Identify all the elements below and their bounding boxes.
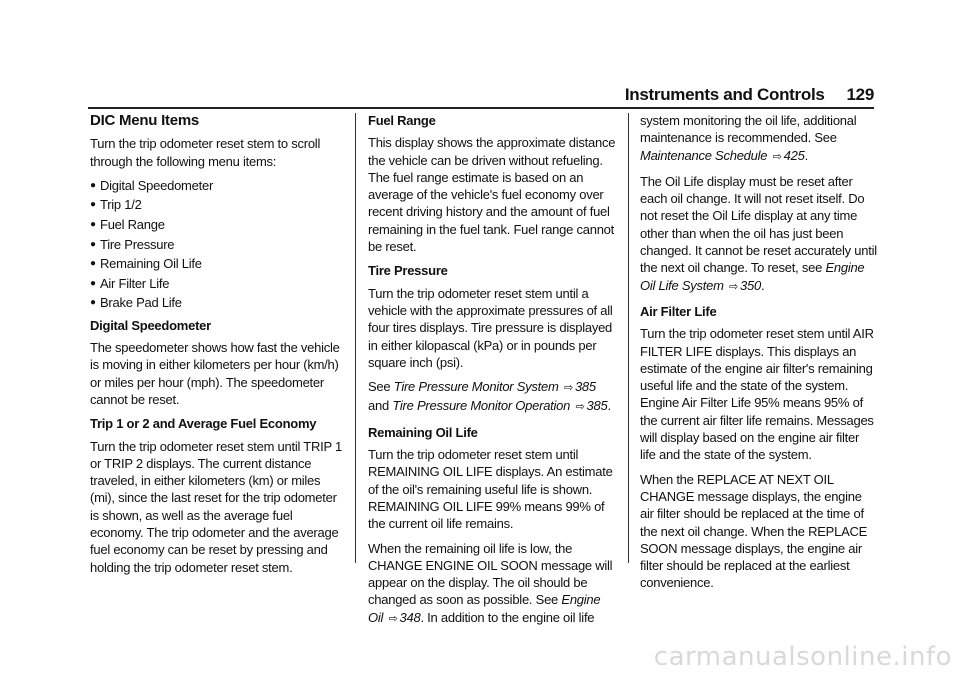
- column-2: [368, 112, 618, 635]
- list-item: ● Tire Pressure: [90, 236, 175, 252]
- bullet-icon: ●: [90, 199, 96, 211]
- ref-tire-pressure-monitor-operation[interactable]: Tire Pressure Monitor Operation: [392, 398, 571, 414]
- oil-life-reset-text: The Oil Life display must be reset after each oil change. It will not reset itself. Do not reset the Oil Life display at any time other than when the oil has just been changed. It cannot be reset accurately until the next oil change. To reset, see Engine Oil Life System ⇨ 350.: [640, 173, 877, 293]
- list-item: ● Brake Pad Life: [90, 295, 182, 311]
- list-item: ● Digital Speedometer: [90, 177, 214, 193]
- replace-message-text: When the REPLACE AT NEXT OIL CHANGE message displays, the engine air filter should be replaced at the time of the next oil change. When the REPLACE SOON message displays, the engine air filter should be replaced at the earliest convenience.: [640, 471, 868, 591]
- air-filter-life-heading: Air Filter Life: [640, 303, 717, 319]
- trip-text: Turn the trip odometer reset stem until TRIP 1 or TRIP 2 displays. The current distance traveled, in either kilometers (km) or miles (mi), since the last reset for the trip odometer is shown, as well as the average fuel economy. The trip odometer and the average fuel economy can be reset by pressing and holding the trip odometer reset stem.: [90, 438, 342, 575]
- dic-menu-intro: Turn the trip odometer reset stem to scroll through the following menu items:: [90, 136, 321, 169]
- ref-page-385[interactable]: 385: [574, 379, 596, 395]
- fuel-range-heading: Fuel Range: [368, 113, 436, 128]
- fuel-range-text: This display shows the approximate distance the vehicle can be driven without refueling. The fuel range estimate is based on an average of the vehicle's fuel economy over recent driving history and the amount of fuel remaining in the fuel tank. Fuel range cannot be reset.: [368, 135, 616, 255]
- ref-engine-oil[interactable]: Engine Oil: [368, 592, 601, 625]
- digital-speedometer-heading: Digital Speedometer: [90, 317, 211, 333]
- oil-life-continued-text: system monitoring the oil life, additional maintenance is recommended. See Maintenance Schedule ⇨ 425.: [640, 113, 857, 163]
- ref-tire-pressure-monitor-system[interactable]: Tire Pressure Monitor System: [393, 379, 559, 395]
- list-item: ● Fuel Range: [90, 217, 165, 233]
- column-divider-1: [355, 113, 356, 563]
- ref-maintenance-schedule[interactable]: Maintenance Schedule: [640, 147, 768, 163]
- header-rule: [88, 107, 874, 109]
- column-3: [640, 112, 878, 599]
- page-arrow-icon: ⇨: [388, 612, 398, 625]
- bullet-icon: ●: [90, 179, 96, 191]
- list-item: ● Remaining Oil Life: [90, 256, 202, 272]
- ref-page-348[interactable]: 348: [399, 609, 421, 625]
- oil-low-text: When the remaining oil life is low, the CHANGE ENGINE OIL SOON message will appear on the display. The oil should be changed as soon as possible. See Engine Oil ⇨ 348. In addition to the engine oil life: [368, 540, 613, 625]
- page-arrow-icon: ⇨: [772, 150, 782, 163]
- ref-page-385[interactable]: 385: [586, 398, 608, 414]
- list-item: ● Trip 1/2: [90, 197, 142, 213]
- menu-items-list: [90, 177, 348, 312]
- tire-pressure-text: Turn the trip odometer reset stem until a vehicle with the approximate pressures of all four tires displays. Tire pressure is displayed in either kilopascal (kPa) or in pounds per square inch (psi).: [368, 285, 613, 370]
- header-title: Instruments and Controls: [624, 85, 825, 104]
- page-arrow-icon: ⇨: [563, 382, 573, 395]
- air-filter-life-text: Turn the trip odometer reset stem until AIR FILTER LIFE displays. This displays an estimate of the engine air filter's remaining useful life and the state of the system. Engine Air Filter Life 95% means 95% of the current air filter life remains. Messages will display based on the engine air filter life and the state of the system.: [640, 326, 874, 463]
- page-arrow-icon: ⇨: [729, 280, 739, 293]
- page-number: 129: [846, 85, 874, 104]
- remaining-oil-life-text: Turn the trip odometer reset stem until REMAINING OIL LIFE displays. An estimate of the oil's remaining useful life is shown. REMAINING OIL LIFE 99% means 99% of the current oil life remains.: [368, 447, 613, 532]
- page-arrow-icon: ⇨: [575, 401, 585, 414]
- bullet-icon: ●: [90, 258, 96, 270]
- bullet-icon: ●: [90, 219, 96, 231]
- ref-engine-oil-life-system[interactable]: Engine Oil Life System: [640, 260, 865, 293]
- tire-pressure-heading: Tire Pressure: [368, 263, 448, 279]
- list-item: ● Air Filter Life: [90, 275, 170, 291]
- dic-menu-heading: DIC Menu Items: [90, 112, 200, 129]
- watermark: carmanualsonline.info: [653, 642, 952, 672]
- tire-pressure-references: See Tire Pressure Monitor System ⇨ 385 and Tire Pressure Monitor Operation ⇨ 385.: [368, 379, 611, 414]
- bullet-icon: ●: [90, 277, 96, 289]
- bullet-icon: ●: [90, 297, 96, 309]
- column-divider-2: [628, 113, 629, 563]
- ref-page-425[interactable]: 425: [783, 147, 805, 163]
- remaining-oil-life-heading: Remaining Oil Life: [368, 424, 478, 440]
- digital-speedometer-text: The speedometer shows how fast the vehicle is moving in either kilometers per hour (km/h) or miles per hour (mph). The speedometer cannot be reset.: [90, 340, 340, 407]
- column-1: [90, 112, 348, 583]
- page-header: [625, 85, 874, 105]
- bullet-icon: ●: [90, 238, 96, 250]
- trip-heading: Trip 1 or 2 and Average Fuel Economy: [90, 416, 317, 432]
- ref-page-350[interactable]: 350: [740, 277, 761, 293]
